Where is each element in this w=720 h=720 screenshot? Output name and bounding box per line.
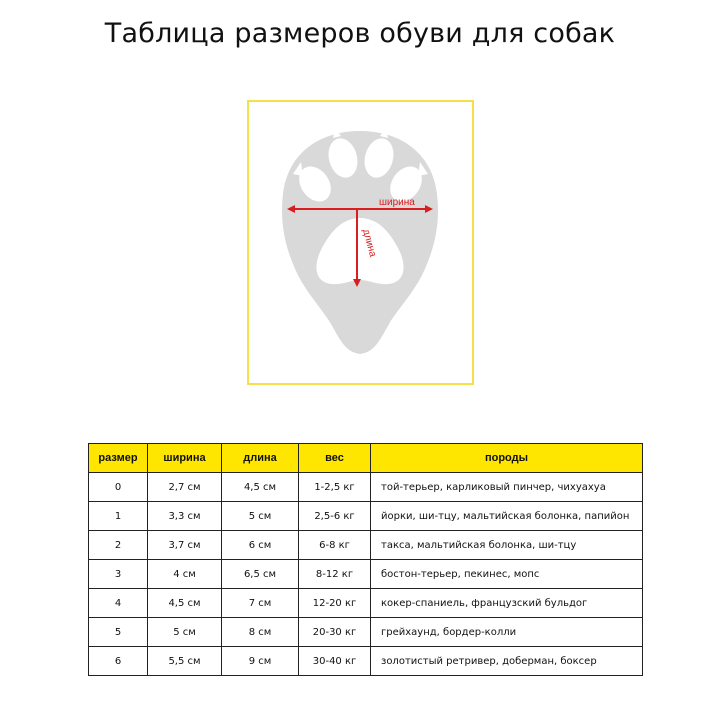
cell-length: 6,5 см xyxy=(222,560,299,589)
paw-diagram xyxy=(249,102,472,383)
cell-size: 6 xyxy=(89,647,148,676)
table-row xyxy=(89,560,643,589)
header-size: размер xyxy=(89,444,148,473)
page-title: Таблица размеров обуви для собак xyxy=(104,18,616,49)
cell-breeds: грейхаунд, бордер-колли xyxy=(371,618,643,647)
cell-weight: 12-20 кг xyxy=(299,589,371,618)
cell-weight: 1-2,5 кг xyxy=(299,473,371,502)
cell-size: 4 xyxy=(89,589,148,618)
header-length: длина xyxy=(222,444,299,473)
width-label: ширина xyxy=(379,197,415,208)
table-row xyxy=(89,531,643,560)
cell-breeds: золотистый ретривер, доберман, боксер xyxy=(371,647,643,676)
cell-length: 4,5 см xyxy=(222,473,299,502)
cell-size: 3 xyxy=(89,560,148,589)
table-row xyxy=(89,618,643,647)
table-row xyxy=(89,647,643,676)
cell-length: 5 см xyxy=(222,502,299,531)
table-row xyxy=(89,502,643,531)
cell-weight: 8-12 кг xyxy=(299,560,371,589)
cell-breeds: йорки, ши-тцу, мальтийская болонка, папийон xyxy=(371,502,643,531)
cell-length: 7 см xyxy=(222,589,299,618)
cell-weight: 30-40 кг xyxy=(299,647,371,676)
cell-breeds: бостон-терьер, пекинес, мопс xyxy=(371,560,643,589)
table-header-row xyxy=(89,444,643,473)
paw-diagram-frame xyxy=(247,100,474,385)
cell-size: 1 xyxy=(89,502,148,531)
header-weight: вес xyxy=(299,444,371,473)
table-row xyxy=(89,589,643,618)
header-width: ширина xyxy=(148,444,222,473)
cell-breeds: той-терьер, карликовый пинчер, чихуахуа xyxy=(371,473,643,502)
cell-width: 5 см xyxy=(148,618,222,647)
cell-size: 0 xyxy=(89,473,148,502)
table-row xyxy=(89,473,643,502)
cell-width: 3,3 см xyxy=(148,502,222,531)
header-breeds: породы xyxy=(371,444,643,473)
cell-weight: 6-8 кг xyxy=(299,531,371,560)
cell-size: 5 xyxy=(89,618,148,647)
length-label: длина xyxy=(360,227,379,259)
size-table xyxy=(88,443,643,676)
cell-length: 9 см xyxy=(222,647,299,676)
cell-width: 4 см xyxy=(148,560,222,589)
size-table-container xyxy=(88,443,642,676)
cell-width: 5,5 см xyxy=(148,647,222,676)
cell-size: 2 xyxy=(89,531,148,560)
cell-width: 3,7 см xyxy=(148,531,222,560)
cell-length: 8 см xyxy=(222,618,299,647)
cell-weight: 20-30 кг xyxy=(299,618,371,647)
cell-weight: 2,5-6 кг xyxy=(299,502,371,531)
cell-width: 2,7 см xyxy=(148,473,222,502)
cell-width: 4,5 см xyxy=(148,589,222,618)
cell-breeds: такса, мальтийская болонка, ши-тцу xyxy=(371,531,643,560)
cell-breeds: кокер-спаниель, французский бульдог xyxy=(371,589,643,618)
cell-length: 6 см xyxy=(222,531,299,560)
